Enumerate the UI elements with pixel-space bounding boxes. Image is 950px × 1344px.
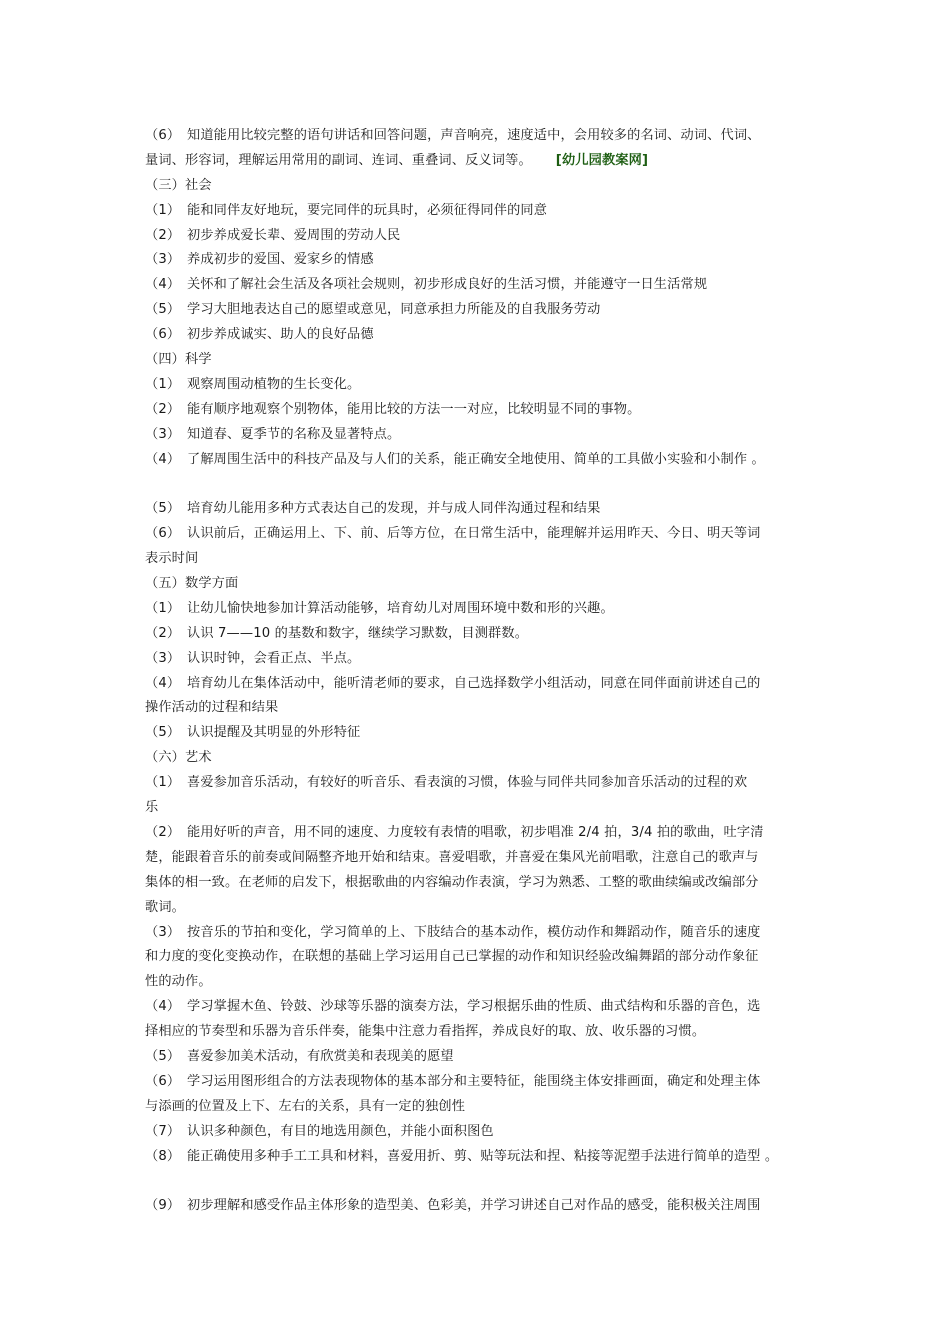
line-text: 能和同伴友好地玩，要完同伴的玩具时，必须征得同伴的同意 <box>187 202 548 218</box>
item-number: （5） <box>145 1048 181 1064</box>
line-text: 学习运用图形组合的方法表现物体的基本部分和主要特征，能围绕主体安排画面，确定和处理主体 <box>187 1073 761 1089</box>
line-text: 初步养成诚实、助人的良好品德 <box>187 327 374 343</box>
blank-line <box>145 1169 817 1194</box>
line-text: 歌词。 <box>145 899 186 915</box>
item-number: （7） <box>145 1123 181 1139</box>
item-number: （3） <box>145 426 181 442</box>
text-line <box>145 1194 817 1219</box>
item-number: （9） <box>145 1198 181 1214</box>
text-line <box>145 622 817 647</box>
item-number: （6） <box>145 327 181 343</box>
line-text: 认识前后，正确运用上、下、前、后等方位，在日常生活中，能理解并运用昨天、今日、明天等词 <box>187 526 761 542</box>
text-line <box>145 1120 817 1145</box>
text-line <box>145 995 817 1020</box>
line-text: 喜爱参加美术活动，有欣赏美和表现美的愿望 <box>187 1048 454 1064</box>
line-text: 按音乐的节拍和变化，学习简单的上、下肢结合的基本动作，模仿动作和舞蹈动作，随音乐的速度 <box>187 924 761 940</box>
item-number: （2） <box>145 401 181 417</box>
text-line <box>145 846 817 871</box>
text-line <box>145 696 817 721</box>
text-line <box>145 672 817 697</box>
text-line <box>145 423 817 448</box>
text-line <box>145 497 817 522</box>
item-number: （4） <box>145 277 181 293</box>
line-text: 认识提醒及其明显的外形特征 <box>187 725 361 741</box>
text-line <box>145 597 817 622</box>
line-text: 与添画的位置及上下、左右的关系，具有一定的独创性 <box>145 1098 466 1114</box>
line-text: 认识多种颜色，有目的地选用颜色，并能小面积图色 <box>187 1123 494 1139</box>
line-text: 能正确使用多种手工工具和材料，喜爱用折、剪、贴等玩法和捏、粘接等泥塑手法进行简单的造型 。 <box>187 1148 779 1164</box>
text-line <box>145 746 817 771</box>
text-line <box>145 448 817 473</box>
line-text: 操作活动的过程和结果 <box>145 700 279 716</box>
text-line <box>145 771 817 796</box>
document-body <box>145 124 817 1219</box>
line-text: 认识 7——10 的基数和数字，继续学习默数，目测群数。 <box>187 625 529 641</box>
item-number: （1） <box>145 775 181 791</box>
line-text: 学习掌握木鱼、铃鼓、沙球等乐器的演奏方法，学习根据乐曲的性质、曲式结构和乐器的音色，选 <box>187 999 761 1015</box>
item-number: （2） <box>145 824 181 840</box>
line-text: 楚，能跟着音乐的前奏或间隔整齐地开始和结束。喜爱唱歌，并喜爱在集风光前唱歌，注意自己的歌声与 <box>145 849 759 865</box>
text-line <box>145 821 817 846</box>
site-link[interactable]: [幼儿园教案网] <box>555 152 649 168</box>
blank-line <box>145 472 817 497</box>
text-line <box>145 522 817 547</box>
item-number: （6） <box>145 1073 181 1089</box>
item-number: （8） <box>145 1148 181 1164</box>
line-text: 喜爱参加音乐活动，有较好的听音乐、看表演的习惯，体验与同伴共同参加音乐活动的过程的欢 <box>187 775 748 791</box>
text-line <box>145 921 817 946</box>
text-line <box>145 149 817 174</box>
item-number: （2） <box>145 625 181 641</box>
text-line <box>145 273 817 298</box>
text-line <box>145 323 817 348</box>
text-line <box>145 348 817 373</box>
line-text: 能用好听的声音，用不同的速度、力度较有表情的唱歌，初步唱准 2/4 拍，3/4 拍的歌曲，吐字清 <box>187 824 764 840</box>
item-number: （1） <box>145 600 181 616</box>
text-line <box>145 298 817 323</box>
text-line <box>145 1045 817 1070</box>
line-text: 学习大胆地表达自己的愿望或意见，同意承担力所能及的自我服务劳动 <box>187 302 601 318</box>
text-line <box>145 647 817 672</box>
text-line <box>145 1020 817 1045</box>
text-line <box>145 373 817 398</box>
line-text: 择相应的节奏型和乐器为音乐伴奏，能集中注意力看指挥，养成良好的取、放、收乐器的习惯。 <box>145 1024 706 1040</box>
line-text: （五）数学方面 <box>145 576 239 592</box>
line-text: 初步养成爱长辈、爱周围的劳动人民 <box>187 227 401 243</box>
line-text: 关怀和了解社会生活及各项社会规则，初步形成良好的生活习惯，并能遵守一日生活常规 <box>187 277 708 293</box>
text-line <box>145 1145 817 1170</box>
line-text: （四）科学 <box>145 352 212 368</box>
text-line <box>145 1070 817 1095</box>
line-text: 培育幼儿能用多种方式表达自己的发现，并与成人同伴沟通过程和结果 <box>187 501 601 517</box>
item-number: （4） <box>145 675 181 691</box>
text-line <box>145 224 817 249</box>
item-number: （3） <box>145 650 181 666</box>
text-line <box>145 572 817 597</box>
item-number: （1） <box>145 202 181 218</box>
text-line <box>145 174 817 199</box>
item-number: （3） <box>145 252 181 268</box>
text-line <box>145 1095 817 1120</box>
line-text: 养成初步的爱国、爱家乡的情感 <box>187 252 374 268</box>
line-text: 知道能用比较完整的语句讲话和回答问题，声音响亮，速度适中，会用较多的名词、动词、代词、 <box>187 128 761 143</box>
line-text: 性的动作。 <box>145 974 212 990</box>
line-text: 表示时间 <box>145 551 199 567</box>
text-line <box>145 721 817 746</box>
line-text: 培育幼儿在集体活动中，能听清老师的要求，自己选择数学小组活动，同意在同伴面前讲述自己的 <box>187 675 761 691</box>
text-line <box>145 970 817 995</box>
line-text: 让幼儿愉快地参加计算活动能够，培育幼儿对周围环境中数和形的兴趣。 <box>187 600 614 616</box>
item-number: （5） <box>145 501 181 517</box>
line-text: 认识时钟，会看正点、半点。 <box>187 650 361 666</box>
line-text: 能有顺序地观察个别物体，能用比较的方法一一对应，比较明显不同的事物。 <box>187 401 641 417</box>
text-line <box>145 945 817 970</box>
line-text: 初步理解和感受作品主体形象的造型美、色彩美，并学习讲述自己对作品的感受，能积极关注周围 <box>187 1198 761 1214</box>
item-number: （1） <box>145 376 181 392</box>
line-text: 集体的相一致。在老师的启发下，根据歌曲的内容编动作表演，学习为熟悉、工整的歌曲续编或改编部分 <box>145 874 759 890</box>
item-number: （4） <box>145 451 181 467</box>
line-text: （六）艺术 <box>145 750 212 766</box>
line-text: 了解周围生活中的科技产品及与人们的关系，能正确安全地使用、简单的工具做小实验和小制作 。 <box>187 451 765 467</box>
item-number: （4） <box>145 999 181 1015</box>
text-line <box>145 199 817 224</box>
item-number: （6） <box>145 526 181 542</box>
item-number: （5） <box>145 302 181 318</box>
line-text: （三）社会 <box>145 177 212 193</box>
line-text: 量词、形容词，理解运用常用的副词、连词、重叠词、反义词等。 <box>145 152 532 168</box>
line-text: 乐 <box>145 800 159 816</box>
item-number: （6） <box>145 128 181 143</box>
text-line <box>145 796 817 821</box>
line-text: 和力度的变化变换动作，在联想的基础上学习运用自己已掌握的动作和知识经验改编舞蹈的部分动作象征 <box>145 949 759 965</box>
item-number: （3） <box>145 924 181 940</box>
text-line <box>145 398 817 423</box>
item-number: （5） <box>145 725 181 741</box>
text-line <box>145 124 817 149</box>
item-number: （2） <box>145 227 181 243</box>
line-text: 知道春、夏季节的名称及显著特点。 <box>187 426 401 442</box>
text-line <box>145 248 817 273</box>
text-line <box>145 896 817 921</box>
text-line <box>145 547 817 572</box>
text-line <box>145 871 817 896</box>
line-text: 观察周围动植物的生长变化。 <box>187 376 361 392</box>
